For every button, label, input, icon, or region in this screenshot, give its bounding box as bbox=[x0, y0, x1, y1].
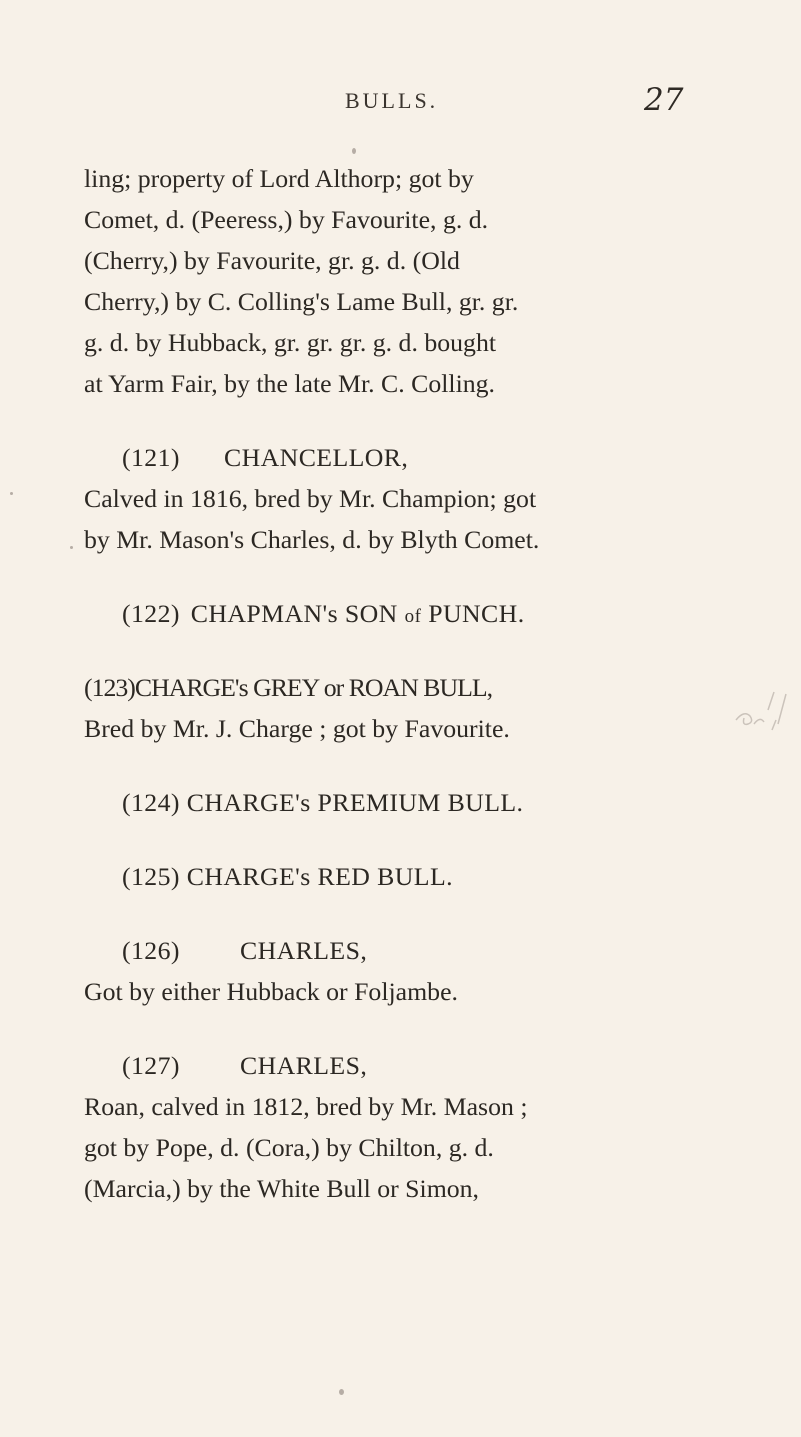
entry-number: (122) bbox=[122, 599, 180, 628]
entry-121 bbox=[84, 437, 714, 560]
text-line: at Yarm Fair, by the late Mr. C. Colling. bbox=[84, 369, 495, 398]
entry-heading: (124) CHARGE's PREMIUM BULL. bbox=[122, 788, 524, 817]
entry-name: PUNCH. bbox=[428, 599, 525, 628]
text-line: Got by either Hubback or Foljambe. bbox=[84, 977, 458, 1006]
text-line: got by Pope, d. (Cora,) by Chilton, g. d. bbox=[84, 1133, 494, 1162]
entry-122 bbox=[84, 593, 714, 634]
paper-speck bbox=[10, 492, 13, 495]
entry-name-connector: of bbox=[404, 606, 422, 627]
page-number: 27 bbox=[644, 82, 684, 118]
entry-name: CHAPMAN's SON bbox=[190, 599, 398, 628]
text-line: Bred by Mr. J. Charge ; got by Favourite. bbox=[84, 714, 510, 743]
page-header bbox=[0, 82, 801, 122]
text-line: Cherry,) by C. Colling's Lame Bull, gr. gr. bbox=[84, 287, 519, 316]
text-line: Roan, calved in 1812, bred by Mr. Mason ; bbox=[84, 1092, 528, 1121]
text-line: (Cherry,) by Favourite, gr. g. d. (Old bbox=[84, 246, 460, 275]
entry-number: (126) bbox=[122, 936, 180, 965]
entry-124 bbox=[84, 782, 714, 823]
paper-speck bbox=[339, 1389, 344, 1395]
pencil-mark-icon bbox=[728, 680, 798, 750]
text-line: Comet, d. (Peeress,) by Favourite, g. d. bbox=[84, 205, 489, 234]
running-head: BULLS. bbox=[345, 88, 439, 113]
entry-heading bbox=[84, 593, 714, 634]
entry-name: CHARLES, bbox=[240, 1051, 368, 1080]
entry-126 bbox=[84, 930, 714, 1012]
continued-paragraph bbox=[84, 158, 714, 404]
entry-number: (127) bbox=[122, 1051, 180, 1080]
text-line: Calved in 1816, bred by Mr. Champion; got bbox=[84, 484, 537, 513]
text-line: by Mr. Mason's Charles, d. by Blyth Comet. bbox=[84, 525, 540, 554]
entry-name: CHANCELLOR, bbox=[224, 443, 409, 472]
entry-125 bbox=[84, 856, 714, 897]
entry-heading: (125) CHARGE's RED BULL. bbox=[122, 862, 453, 891]
entry-heading bbox=[84, 930, 714, 971]
paper-speck bbox=[352, 148, 356, 154]
entry-heading bbox=[84, 1045, 714, 1086]
entry-heading: (123)CHARGE's GREY or ROAN BULL, bbox=[84, 673, 493, 702]
text-line: (Marcia,) by the White Bull or Simon, bbox=[84, 1174, 480, 1203]
entry-123 bbox=[84, 667, 714, 749]
entry-name: CHARLES, bbox=[240, 936, 368, 965]
text-line: ling; property of Lord Althorp; got by bbox=[84, 164, 474, 193]
text-line: g. d. by Hubback, gr. gr. gr. g. d. bought bbox=[84, 328, 497, 357]
entry-127 bbox=[84, 1045, 714, 1209]
entry-number: (121) bbox=[122, 443, 180, 472]
page-body bbox=[84, 158, 714, 1209]
entry-heading bbox=[84, 437, 714, 478]
paper-speck bbox=[70, 546, 73, 549]
